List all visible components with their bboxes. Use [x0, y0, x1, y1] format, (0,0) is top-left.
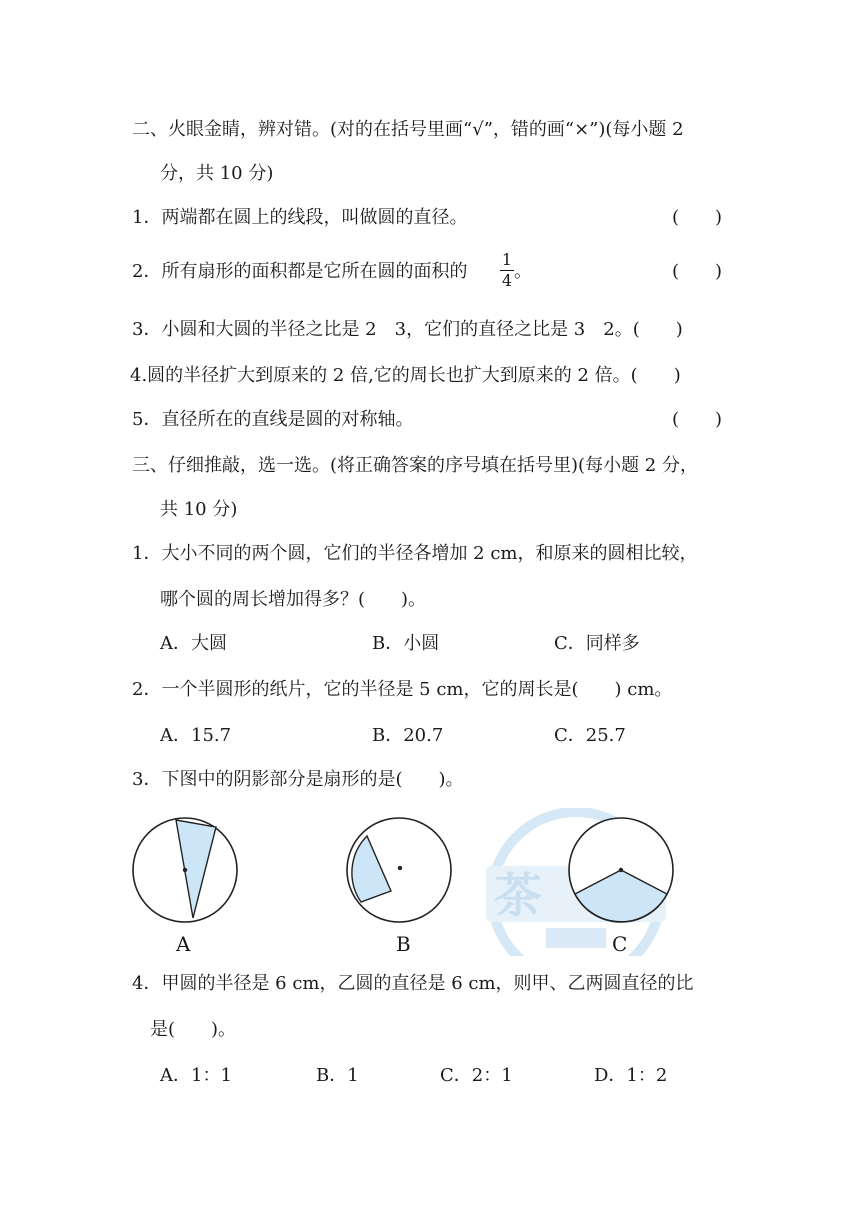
s2-item-2-tail: 。	[514, 261, 532, 282]
s3-q1-option-b[interactable]: B．小圆	[372, 633, 440, 654]
section3-title-line1: 三、仔细推敲，选一选。(将正确答案的序号填在括号里)(每小题 2 分，	[132, 455, 698, 476]
fraction-numerator: 1	[501, 250, 513, 269]
s3-q2-option-a[interactable]: A．15.7	[160, 725, 232, 746]
s2-item-2-answer-blank[interactable]: ( )	[672, 261, 723, 282]
s3-q4-line2: 是( )。	[150, 1019, 237, 1040]
s3-q4-option-d[interactable]: D．1：2	[594, 1065, 668, 1086]
figure-a	[130, 815, 240, 925]
s2-item-5: 5．直径所在的直线是圆的对称轴。	[132, 409, 414, 430]
section3-title-line2: 共 10 分)	[160, 499, 238, 520]
s3-q2-line1: 2．一个半圆形的纸片，它的半径是 5 cm，它的周长是( ) cm。	[132, 679, 673, 700]
s3-q4-option-a[interactable]: A．1：1	[160, 1065, 232, 1086]
section2-title-line1: 二、火眼金睛，辨对错。(对的在括号里画“√”，错的画“×”)(每小题 2	[132, 119, 684, 140]
s3-q1-line2: 哪个圆的周长增加得多？( )。	[160, 589, 427, 610]
figure-b-label: B	[396, 932, 411, 956]
figure-a-label: A	[176, 932, 191, 956]
svg-text:茶: 茶	[494, 868, 543, 924]
s2-item-1: 1．两端都在圆上的线段，叫做圆的直径。	[132, 207, 468, 228]
figure-c	[566, 815, 676, 925]
fraction-one-quarter	[500, 251, 514, 290]
figure-b	[344, 815, 454, 925]
fraction-denominator: 4	[501, 271, 513, 290]
s3-q3-line1: 3．下图中的阴影部分是扇形的是( )。	[132, 769, 464, 790]
s3-q2-option-c[interactable]: C．25.7	[554, 725, 626, 746]
figure-a-center	[183, 868, 187, 872]
s3-q4-option-c[interactable]: C．2：1	[440, 1065, 513, 1086]
s3-q4-line1: 4．甲圆的半径是 6 cm，乙圆的直径是 6 cm，则甲、乙两圆直径的比	[132, 973, 694, 994]
s3-q1-option-c[interactable]: C．同样多	[554, 633, 640, 654]
s2-item-3: 3．小圆和大圆的半径之比是 2 3，它们的直径之比是 3 2。( )	[132, 319, 683, 340]
section2-title-line2: 分，共 10 分)	[160, 163, 274, 184]
s2-item-1-answer-blank[interactable]: ( )	[672, 207, 723, 228]
s3-q1-option-a[interactable]: A．大圆	[160, 633, 227, 654]
figure-c-center	[619, 868, 623, 872]
s2-item-4: 4.圆的半径扩大到原来的 2 倍,它的周长也扩大到原来的 2 倍。( )	[130, 365, 681, 386]
s2-item-5-answer-blank[interactable]: ( )	[672, 409, 723, 430]
s3-q2-option-b[interactable]: B．20.7	[372, 725, 444, 746]
s3-q1-line1: 1．大小不同的两个圆，它们的半径各增加 2 cm，和原来的圆相比较，	[132, 543, 698, 564]
figure-b-dot	[398, 866, 402, 870]
s3-q4-option-b[interactable]: B．1	[316, 1065, 359, 1086]
figure-c-label: C	[612, 932, 628, 956]
s2-item-2: 2．所有扇形的面积都是它所在圆的面积的	[132, 261, 468, 282]
